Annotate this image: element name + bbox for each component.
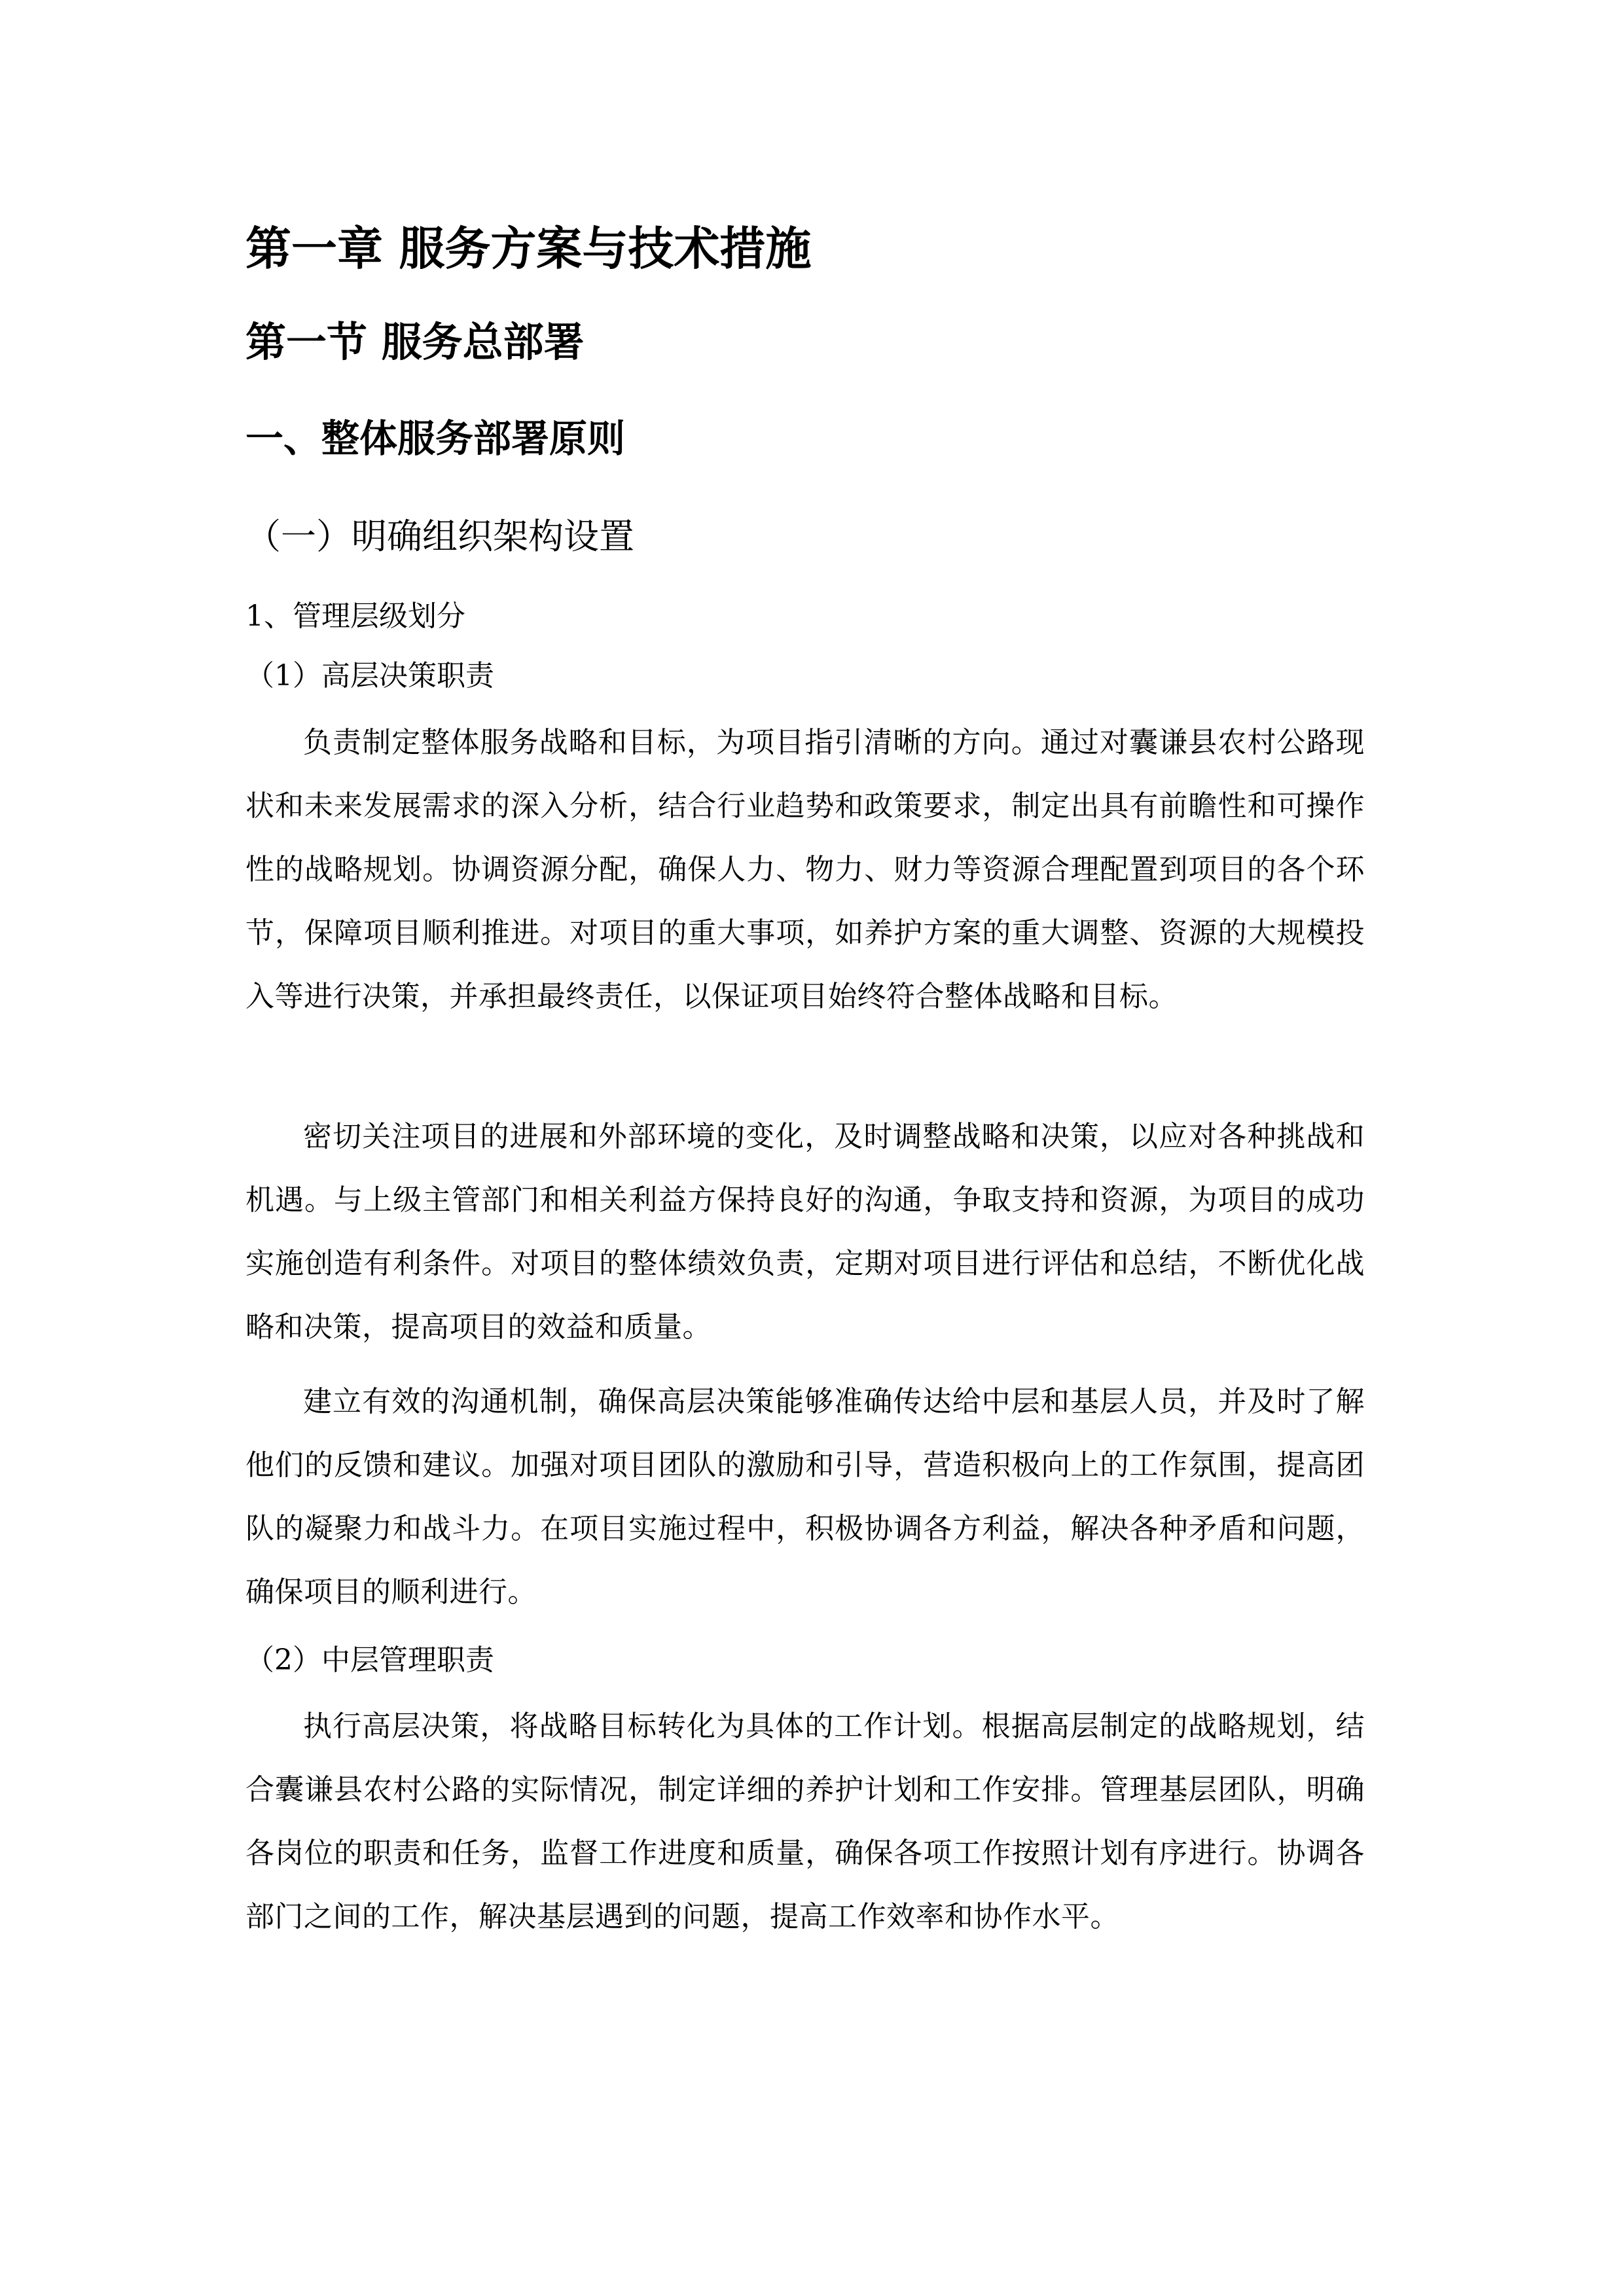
numbered-heading: 1、管理层级划分 (245, 600, 465, 633)
subsection-title: （一）明确组织架构设置 (245, 516, 634, 557)
part-title: 一、整体服务部署原则 (245, 416, 626, 461)
item-heading-mid-level: （2）中层管理职责 (245, 1643, 494, 1677)
chapter-title: 第一章 服务方案与技术措施 (245, 222, 812, 276)
body-paragraph: 建立有效的沟通机制，确保高层决策能够准确传达给中层和基层人员，并及时了解他们的反馈和建议。加强对项目团队的激励和引导，营造积极向上的工作氛围，提高团队的凝聚力和战斗力。在项目实施过程中，积极协调各方利益，解决各种矛盾和问题，确保项目的顺利进行。 (245, 1385, 1365, 1609)
body-paragraph: 负责制定整体服务战略和目标，为项目指引清晰的方向。通过对囊谦县农村公路现状和未来发展需求的深入分析，结合行业趋势和政策要求，制定出具有前瞻性和可操作性的战略规划。协调资源分配，确保人力、物力、财力等资源合理配置到项目的各个环节，保障项目顺利推进。对项目的重大事项，如养护方案的重大调整、资源的大规模投入等进行决策，并承担最终责任，以保证项目始终符合整体战略和目标。 (245, 726, 1365, 1013)
section-title: 第一节 服务总部署 (245, 318, 585, 366)
body-paragraph: 执行高层决策，将战略目标转化为具体的工作计划。根据高层制定的战略规划，结合囊谦县农村公路的实际情况，制定详细的养护计划和工作安排。管理基层团队，明确各岗位的职责和任务，监督工作进度和质量，确保各项工作按照计划有序进行。协调各部门之间的工作，解决基层遇到的问题，提高工作效率和协作水平。 (245, 1710, 1365, 1933)
body-paragraph: 密切关注项目的进展和外部环境的变化，及时调整战略和决策，以应对各种挑战和机遇。与上级主管部门和相关利益方保持良好的沟通，争取支持和资源，为项目的成功实施创造有利条件。对项目的整体绩效负责，定期对项目进行评估和总结，不断优化战略和决策，提高项目的效益和质量。 (245, 1120, 1365, 1344)
item-heading-high-level: （1）高层决策职责 (245, 659, 494, 692)
